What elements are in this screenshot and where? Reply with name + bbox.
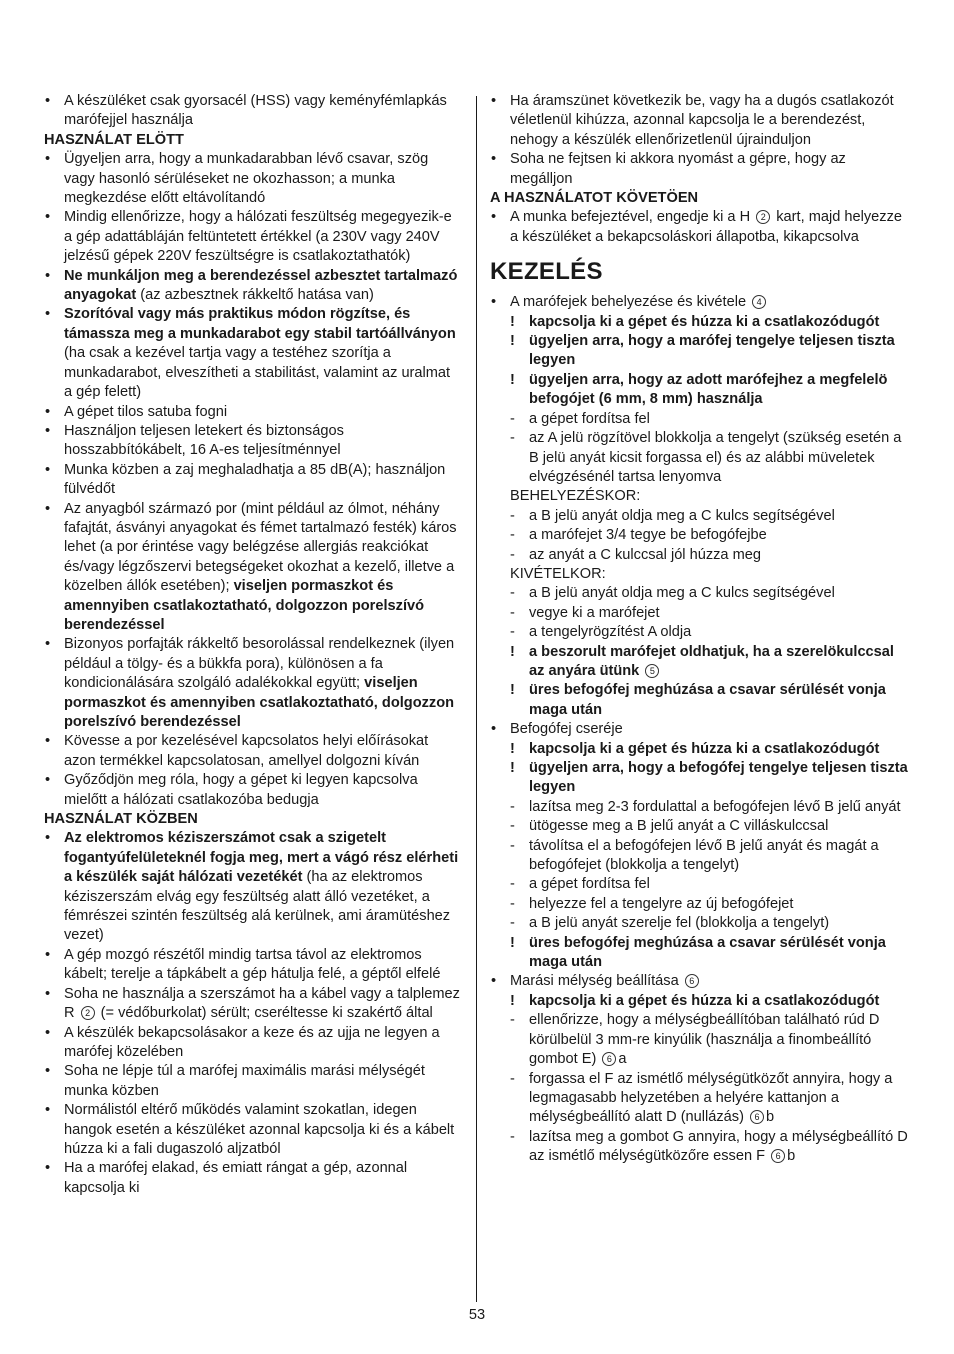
list-item: • A gép mozgó részétől mindig tartsa távol az elektromos kábelt; terelje a tápkábelt a gép hátulja felé, a géptől elfelé: [44, 946, 462, 985]
list-item: • Ha áramszünet következik be, vagy ha a dugós csatlakozót véletlenül kihúzza, azonnal kapcsolja le a berendezést, nehogy a készülék ellenőrizetlenül újrainduljon: [490, 92, 910, 150]
text: a: [618, 1051, 627, 1068]
text: (ha csak a kezével tartja vagy a testéhez szorítja a munkadarabot, elveszítheti a stabilitást, valamint az uralmat a gép felett): [64, 345, 451, 401]
step-item: - helyezze fel a tengelyre az új befogófejet: [490, 895, 910, 914]
warning-item: ! kapcsolja ki a gépet és húzza ki a csatlakozódugót: [490, 992, 910, 1011]
figure-ref-6: 6: [602, 1052, 616, 1066]
list-item: • Soha ne fejtsen ki akkora nyomást a gépre, hogy az megálljon: [490, 150, 910, 189]
page-number: 53: [468, 1307, 486, 1323]
section-heading-during-use: HASZNÁLAT KÖZBEN: [44, 811, 198, 828]
list-item: • Munka közben a zaj meghaladhatja a 85 dB(A); használjon fülvédőt: [44, 461, 462, 500]
step-item: - távolítsa el a befogófejen lévő B jelű anyát és magát a befogófejet (blokkolja a tengelyt): [490, 837, 910, 876]
step-item: - a tengelyrögzítést A oldja: [490, 623, 910, 642]
right-column: [490, 92, 910, 1167]
list-item: • Befogófej cseréje: [490, 720, 910, 739]
warning-item: ! kapcsolja ki a gépet és húzza ki a csatlakozódugót: [490, 740, 910, 759]
list-item: • Mindig ellenőrizze, hogy a hálózati feszültség megegyezik-e a gép adattábláján feltüntetett értékkel (a 230V vagy 240V jelzésű gépek 220V feszültségre is csatlakoztathatók): [44, 208, 462, 266]
step-item: - a B jelü anyát oldja meg a C kulcs segítségével: [490, 507, 910, 526]
text: b: [787, 1148, 796, 1165]
text: b: [766, 1109, 775, 1126]
step-item: - a gépet fordítsa fel: [490, 875, 910, 894]
column-divider: [476, 96, 477, 1302]
warning-item: ! ügyeljen arra, hogy a marófej tengelye teljesen tiszta legyen: [490, 332, 910, 371]
section-heading-after-use: A HASZNÁLATOT KÖVETÖEN: [490, 190, 699, 207]
step-item: - vegye ki a marófejet: [490, 604, 910, 623]
list-item: [44, 305, 462, 402]
warning-item: ! üres befogófej meghúzása a csavar sérülését vonja maga után: [490, 681, 910, 720]
text: Marási mélység beállítása: [510, 973, 683, 990]
text: lazítsa meg a gombot G annyira, hogy a mélységbeállító D az ismétlő mélységütközőre essen F: [529, 1128, 908, 1165]
warning-item: ! üres befogófej meghúzása a csavar sérülését vonja maga után: [490, 934, 910, 973]
step-item: - lazítsa meg 2-3 fordulattal a befogófejen lévő B jelű anyát: [490, 798, 910, 817]
subheading-insert: BEHELYEZÉSKOR:: [510, 488, 641, 505]
bold-text: Az elektromos kéziszerszámot csak a szigetelt fogantyúfelületeknél fogja meg, mert a vágó rész elérheti a készülék saját hálózati vezetékét: [64, 830, 459, 886]
list-item: • A készüléket csak gyorsacél (HSS) vagy keményfémlapkás marófejjel használja: [44, 92, 462, 131]
step-item: [490, 1011, 910, 1069]
bold-text: viseljen pormaszkot és amennyiben csatlakoztatható, dolgozzon porelszívó berendezéssel: [64, 675, 455, 730]
list-item: [44, 267, 462, 306]
warning-item: [490, 643, 910, 682]
step-item: - a marófejet 3/4 tegye be befogófejbe: [490, 526, 910, 545]
text: Bizonyos porfajták rákkeltő besorolással rendelkeznek (ilyen például a tölgy- és a bükkfa pora), különösen a fa kondicionálására szolgáló adalékokkal együtt;: [64, 636, 455, 692]
figure-ref-2: 2: [81, 1006, 95, 1020]
step-item: [490, 1070, 910, 1128]
list-item: • Soha ne lépje túl a marófej maximális marási mélységét munka közben: [44, 1062, 462, 1101]
figure-ref-6: 6: [771, 1149, 785, 1163]
figure-ref-6: 6: [685, 974, 699, 988]
section-title: KEZELÉS: [490, 258, 603, 286]
list-item: • Győződjön meg róla, hogy a gépet ki legyen kapcsolva mielőtt a hálózati csatlakozóba bedugja: [44, 771, 462, 810]
list-item: • Használjon teljesen letekert és biztonságos hosszabbítókábelt, 16 A-es teljesítménnyel: [44, 422, 462, 461]
list-item: [44, 829, 462, 945]
text: A marófejek behelyezése és kivétele: [510, 294, 751, 311]
text: A munka befejeztével, engedje ki a H: [510, 209, 755, 226]
text: Az anyagból származó por (mint például az ólmot, néhány fafajtát, ásványi anyagokat és fémet tartalmazó festék) káros lehet (a por érintése vagy belégzése allergiás reakciókat és/vagy légzőszervi betegségeket okozhat a kezelő, illetve a közelben állók esetében);: [64, 500, 457, 595]
text: (ha az elektromos kéziszerszám elvág egy feszültség alatt álló vezetéket, a fémrészei szintén feszültség alá kerülnek, ami áramütéshez vezet): [64, 869, 451, 944]
bold-text: viseljen pormaszkot és amennyiben csatlakoztatható, dolgozzon porelszívó berendezéssel: [64, 578, 425, 633]
list-item: • Kövesse a por kezelésével kapcsolatos helyi előírásokat azon termékkel kapcsolatosan, amellyel dolgozni kíván: [44, 732, 462, 771]
list-item: • A gépet tilos satuba fogni: [44, 403, 462, 422]
bold-text: Szorítóval vagy más praktikus módon rögzítse, és támassza meg a munkadarabot egy stabil tartóállványon: [64, 306, 456, 342]
text: (= védőburkolat) sérült; cseréltesse ki szakértő által: [96, 1005, 433, 1022]
figure-ref-6: 6: [750, 1110, 764, 1124]
text: a beszorult marófejet oldhatjuk, ha a szerelökulccsal az anyára ütünk: [529, 643, 894, 679]
list-item: [44, 635, 462, 732]
step-item: - a gépet fordítsa fel: [490, 410, 910, 429]
subheading-remove: KIVÉTELKOR:: [510, 565, 606, 582]
step-item: - a B jelü anyát szerelje fel (blokkolja a tengelyt): [490, 914, 910, 933]
list-item: • A készülék bekapcsolásakor a keze és az ujja ne legyen a marófej közelében: [44, 1024, 462, 1063]
step-item: - a B jelü anyát oldja meg a C kulcs segítségével: [490, 584, 910, 603]
figure-ref-5: 5: [645, 664, 659, 678]
text: kart, majd helyezze a készüléket a bekapcsoláskori állapotba, kikapcsolva: [510, 209, 902, 245]
step-item: - ütögesse meg a B jelű anyát a C villáskulccsal: [490, 817, 910, 836]
list-item: [490, 208, 910, 247]
warning-item: ! kapcsolja ki a gépet és húzza ki a csatlakozódugót: [490, 313, 910, 332]
list-item: [44, 985, 462, 1024]
section-heading-before-use: HASZNÁLAT ELÖTT: [44, 131, 184, 148]
list-item: [490, 293, 910, 312]
left-column: [44, 92, 462, 1198]
text: forgassa el F az ismétlő mélységütközőt annyira, hogy a legmagasabb helyzetében a helyére kattanjon a mélységbeállító alatt D (nullázás): [529, 1070, 893, 1126]
warning-item: ! ügyeljen arra, hogy az adott marófejhez a megfelelö befogójet (6 mm, 8 mm) használja: [490, 371, 910, 410]
list-item: • Normálistól eltérő működés valamint szokatlan, idegen hangok esetén a készüléket azonnal kapcsolja ki és a kábelt húzza ki a fali dugaszoló aljzatból: [44, 1101, 462, 1159]
step-item: - az anyát a C kulccsal jól húzza meg: [490, 546, 910, 565]
warning-item: ! ügyeljen arra, hogy a befogófej tengelye teljesen tiszta legyen: [490, 759, 910, 798]
text: ellenőrizze, hogy a mélységbeállítóban található rúd D körülbelül 3 mm-re kinyúlik (használja a finombeállító gombot E): [529, 1012, 880, 1068]
figure-ref-4: 4: [752, 295, 766, 309]
figure-ref-2: 2: [756, 210, 770, 224]
list-item: • Ügyeljen arra, hogy a munkadarabban lévő csavar, szög vagy hasonló sérüléseket ne okozhasson; a munka megkezdése előtt eltávolítandó: [44, 150, 462, 208]
text: Soha ne használja a szerszámot ha a kábel vagy a talplemez R: [64, 985, 460, 1022]
list-item: [44, 500, 462, 636]
step-item: [490, 1128, 910, 1167]
bold-text: Ne munkáljon meg a berendezéssel azbesztet tartalmazó anyagokat: [64, 267, 458, 304]
list-item: [490, 972, 910, 991]
text: (az azbesztnek rákkeltő hatása van): [136, 287, 374, 304]
step-item: - az A jelü rögzítövel blokkolja a tengelyt (szükség esetén a B jelü anyát kicsit forgassa el) és az alábbi müveletek elvégzésénél tartsa lenyomva: [490, 429, 910, 487]
list-item: • Ha a marófej elakad, és emiatt rángat a gép, azonnal kapcsolja ki: [44, 1159, 462, 1198]
